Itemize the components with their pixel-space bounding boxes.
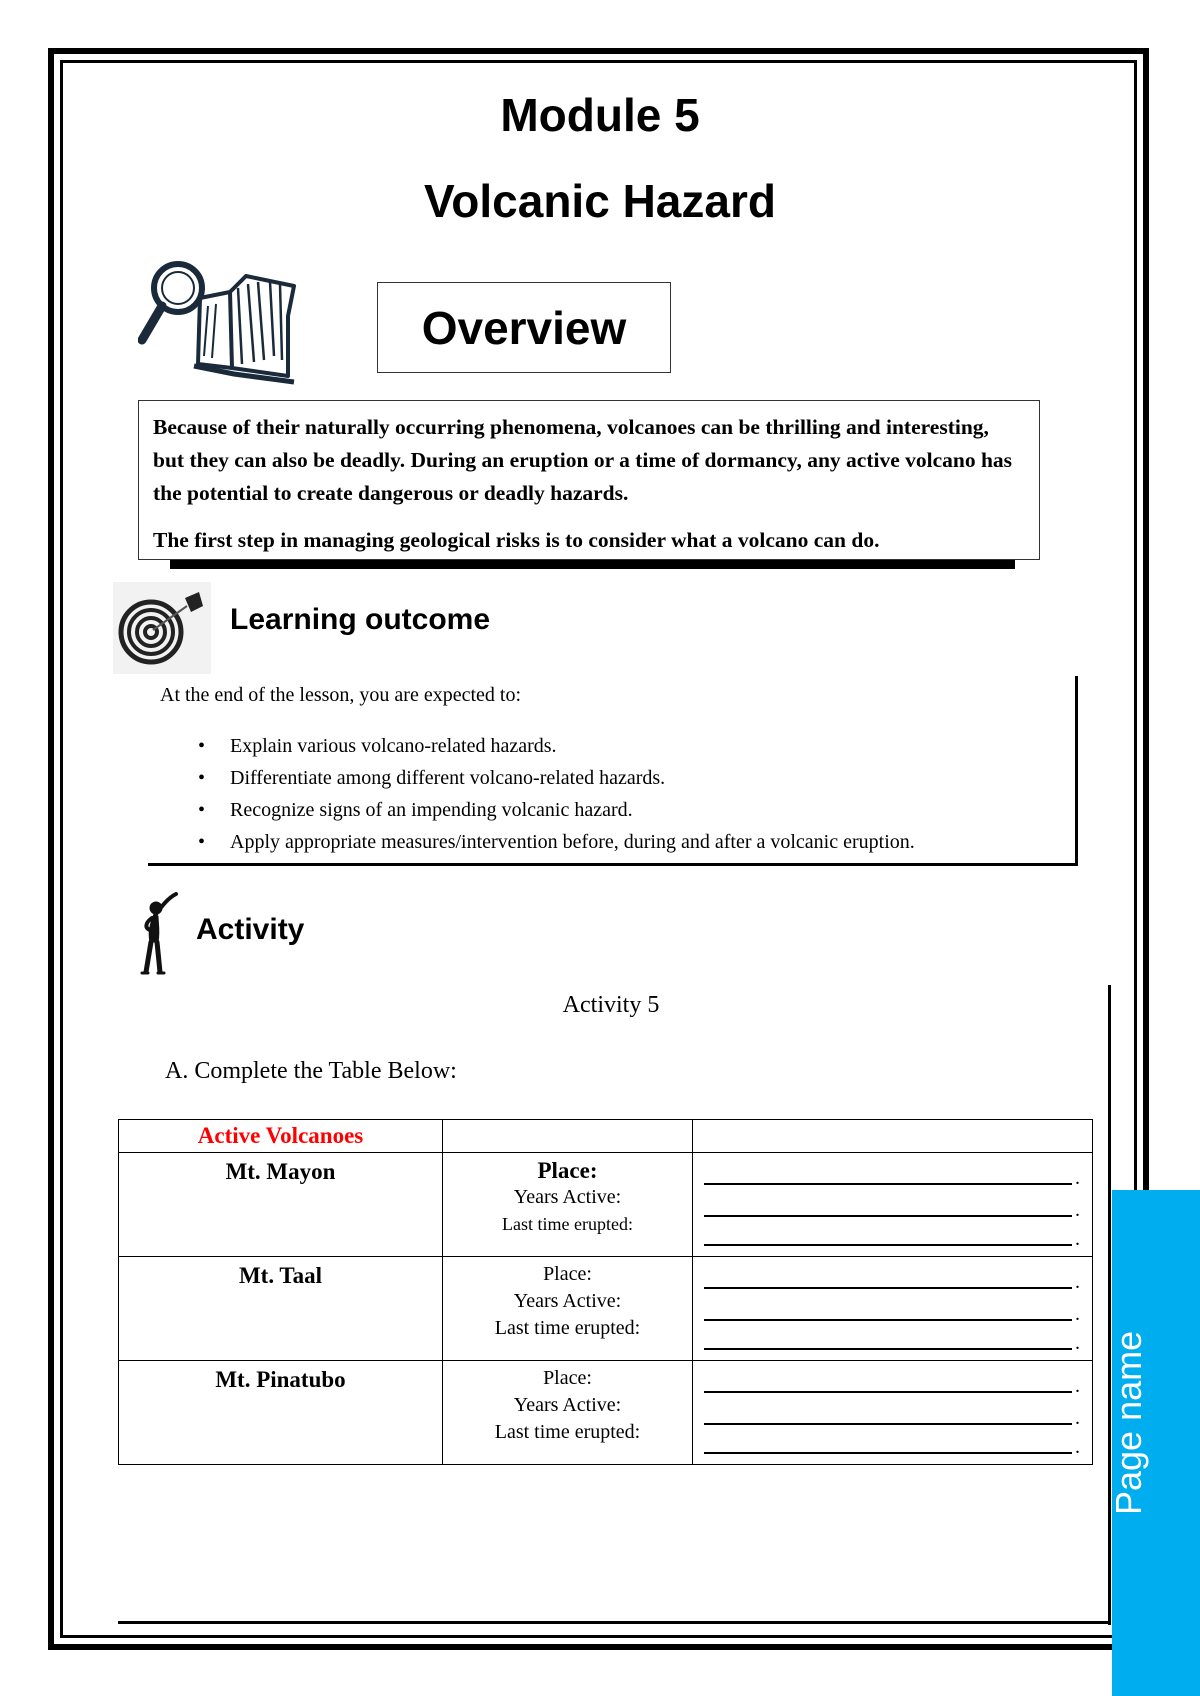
field-labels: [443, 1257, 693, 1361]
table-row: [119, 1257, 1093, 1361]
blank-end: .: [1075, 1375, 1080, 1397]
last-erupted-label: Last time erupted:: [494, 1317, 641, 1339]
magnifier-book-icon: [138, 256, 308, 386]
last-erupted-label: Last time erupted:: [502, 1214, 633, 1234]
overview-heading: Overview: [377, 282, 671, 373]
years-active-label: Years Active:: [513, 1394, 622, 1416]
overview-paragraph: The first step in managing geological risks is to consider what a volcano can do.: [153, 528, 880, 552]
answer-blank[interactable]: [704, 1215, 1072, 1217]
blank-end: .: [1075, 1436, 1080, 1458]
answer-blank[interactable]: [704, 1319, 1072, 1321]
page-tab-label: Page name: [1108, 1330, 1149, 1515]
stretching-person-icon: [136, 892, 182, 976]
blank-end: .: [1075, 1332, 1080, 1354]
answer-lines: [693, 1257, 1093, 1361]
activity-heading: Activity: [196, 913, 305, 946]
answer-blank[interactable]: [704, 1183, 1072, 1185]
list-item: • Differentiate among different volcano-related hazards.: [190, 762, 915, 794]
blank-end: .: [1075, 1228, 1080, 1250]
answer-lines: [693, 1153, 1093, 1257]
activity-instruction: A. Complete the Table Below:: [165, 1058, 457, 1084]
answer-blank[interactable]: [704, 1452, 1072, 1454]
overview-text-box: [138, 400, 1040, 560]
table-header-cell: Active Volcanoes: [119, 1120, 443, 1153]
module-number: Module 5: [500, 89, 700, 141]
answer-blank[interactable]: [704, 1244, 1072, 1246]
activity-border-line: [1108, 985, 1111, 1625]
table-row: [119, 1361, 1093, 1465]
answer-blank[interactable]: [704, 1348, 1072, 1350]
learning-outcome-intro: At the end of the lesson, you are expected to:: [160, 684, 521, 706]
table-row: [119, 1153, 1093, 1257]
place-label: Place:: [543, 1367, 592, 1389]
years-active-label: Years Active:: [513, 1290, 622, 1312]
list-item: • Recognize signs of an impending volcanic hazard.: [190, 794, 915, 826]
blank-end: .: [1075, 1407, 1080, 1429]
blank-end: .: [1075, 1271, 1080, 1293]
blank-end: .: [1075, 1167, 1080, 1189]
field-labels: [443, 1361, 693, 1465]
volcano-name: Mt. Mayon: [119, 1153, 443, 1257]
list-item: • Apply appropriate measures/intervention before, during and after a volcanic eruption.: [190, 826, 915, 858]
module-title: Volcanic Hazard: [424, 175, 776, 227]
volcano-name: Mt. Taal: [119, 1257, 443, 1361]
table-header-row: [119, 1120, 1093, 1153]
table-header-cell: [443, 1120, 693, 1153]
answer-blank[interactable]: [704, 1423, 1072, 1425]
place-label: Place:: [543, 1263, 592, 1285]
answer-lines: [693, 1361, 1093, 1465]
bottom-rule: [118, 1621, 1109, 1624]
answer-blank[interactable]: [704, 1287, 1072, 1289]
last-erupted-label: Last time erupted:: [494, 1421, 641, 1443]
years-active-label: Years Active:: [513, 1186, 622, 1208]
field-labels: [443, 1153, 693, 1257]
list-item: • Explain various volcano-related hazards.: [190, 730, 915, 762]
overview-paragraph: Because of their naturally occurring phenomena, volcanoes can be thrilling and interesting, but they can also be deadly. During an eruption or a time of dormancy, any active volcano has the potential to create dangerous or deadly hazards.: [153, 415, 1013, 505]
target-dart-icon: [113, 582, 211, 674]
table-header-cell: [693, 1120, 1093, 1153]
learning-outcome-list: [190, 730, 915, 858]
activity-title: Activity 5: [562, 992, 660, 1018]
learning-outcome-heading: Learning outcome: [230, 603, 491, 636]
answer-blank[interactable]: [704, 1391, 1072, 1393]
volcano-table: [118, 1119, 1093, 1465]
blank-end: .: [1075, 1199, 1080, 1221]
volcano-name: Mt. Pinatubo: [119, 1361, 443, 1465]
place-label: Place:: [537, 1158, 598, 1183]
blank-end: .: [1075, 1303, 1080, 1325]
